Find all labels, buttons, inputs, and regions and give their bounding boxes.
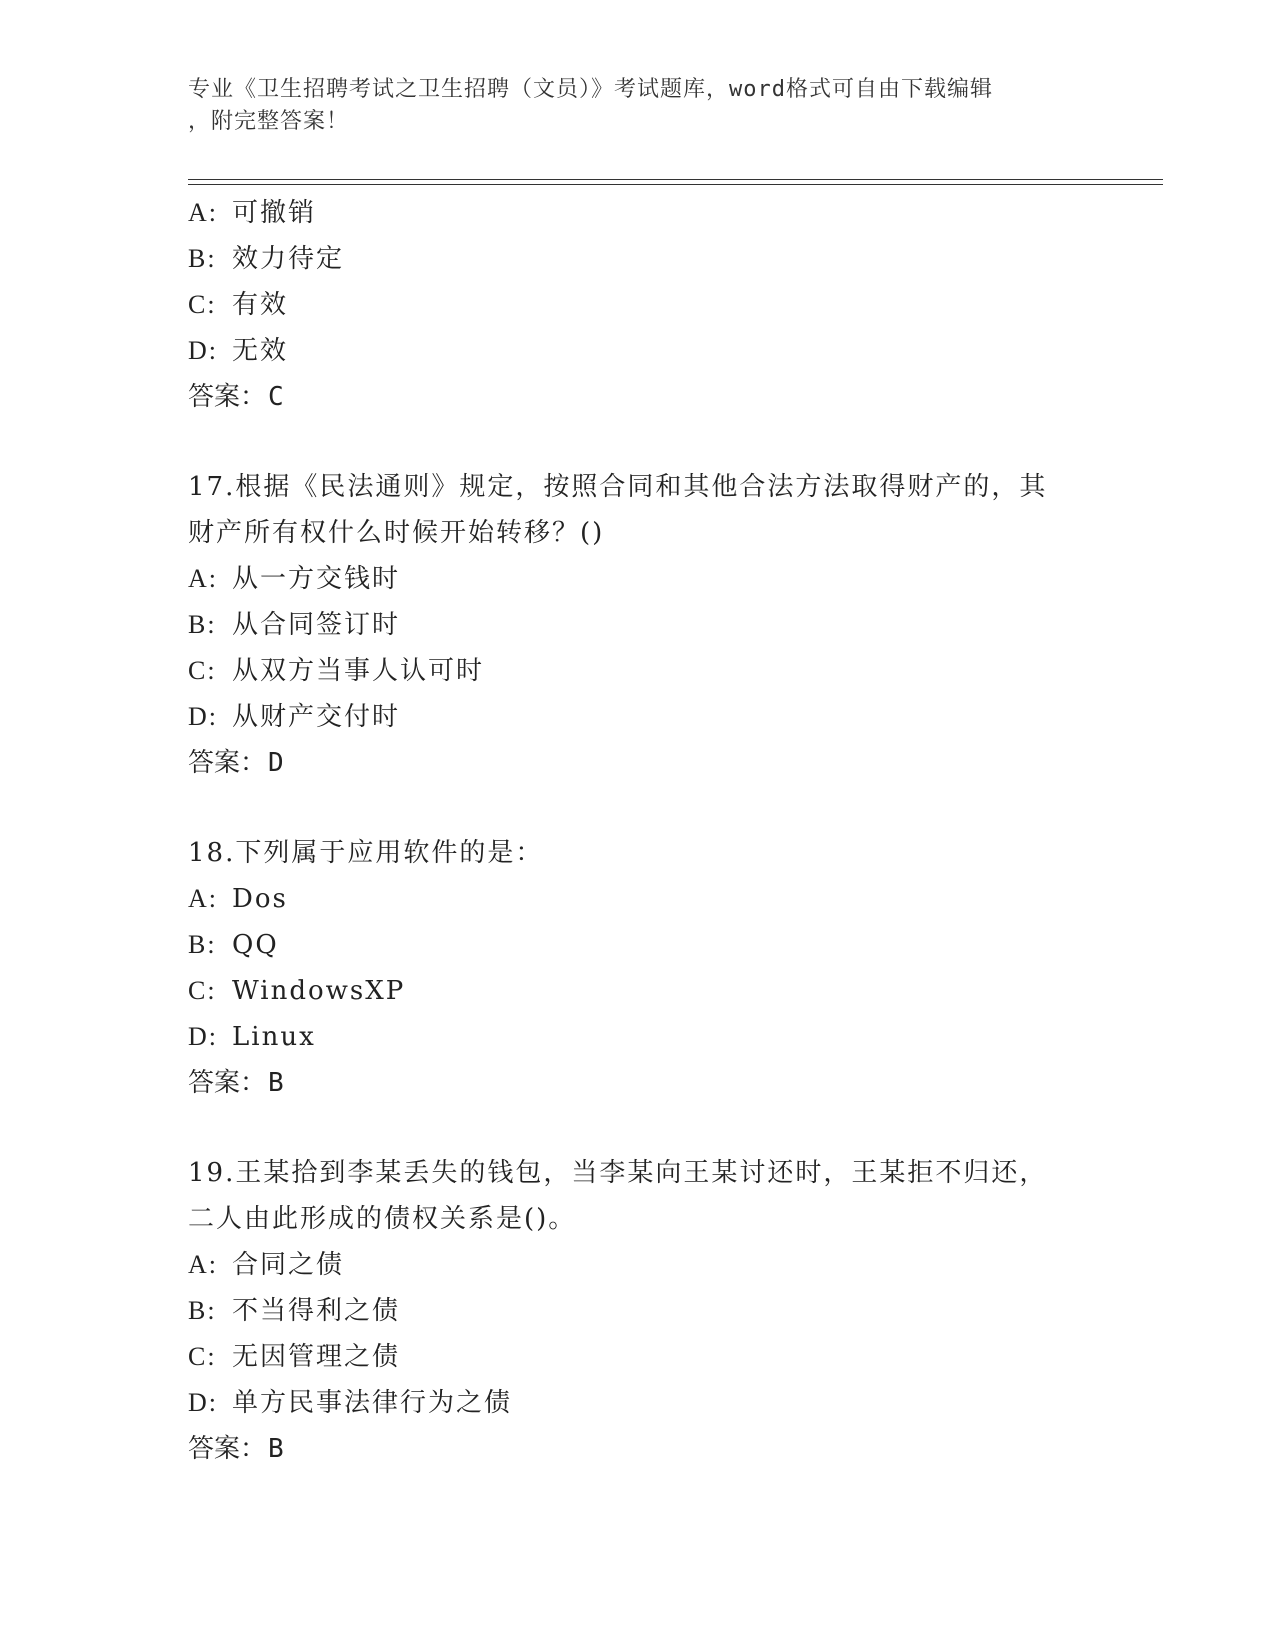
option-text: 不当得利之债 [232, 1296, 401, 1326]
option-label: C: [188, 1342, 217, 1371]
option-c [188, 968, 1088, 1014]
question-list [188, 190, 1088, 1472]
question-16-continued [188, 190, 1088, 420]
answer-value: C [268, 382, 284, 412]
option-d [188, 1014, 1088, 1060]
question-18 [188, 830, 1088, 1106]
question-text [188, 1150, 1088, 1242]
option-a [188, 190, 1088, 236]
option-text: 可撤销 [232, 198, 317, 228]
answer-value: B [268, 1068, 284, 1098]
option-b [188, 922, 1088, 968]
option-text: 合同之债 [232, 1250, 345, 1280]
option-c [188, 282, 1088, 328]
option-text: 从双方当事人认可时 [232, 656, 485, 686]
option-label: B: [188, 244, 217, 273]
option-label: D: [188, 1388, 218, 1417]
option-b [188, 602, 1088, 648]
option-text: Dos [232, 884, 288, 914]
answer-line [188, 740, 1088, 786]
option-label: C: [188, 656, 217, 685]
answer-label: 答案： [188, 748, 267, 778]
option-d [188, 694, 1088, 740]
question-text [188, 464, 1088, 556]
option-a [188, 556, 1088, 602]
option-d [188, 1380, 1088, 1426]
option-label: A: [188, 884, 218, 913]
question-text-line: 17.根据《民法通则》规定，按照合同和其他合法方法取得财产的，其 [188, 472, 1048, 502]
question-text-line: 18.下列属于应用软件的是： [188, 838, 544, 868]
question-text-line: 二人由此形成的债权关系是()。 [188, 1204, 577, 1234]
header-divider-bottom [188, 184, 1163, 185]
answer-label: 答案： [188, 1434, 267, 1464]
option-text: 无因管理之债 [232, 1342, 401, 1372]
answer-value: B [268, 1434, 284, 1464]
option-c [188, 1334, 1088, 1380]
option-label: A: [188, 198, 218, 227]
document-header [188, 74, 1068, 138]
answer-value: D [268, 748, 284, 778]
header-line-2: ，附完整答案！ [188, 109, 350, 134]
answer-line [188, 1426, 1088, 1472]
option-text: WindowsXP [232, 976, 406, 1006]
answer-label: 答案： [188, 1068, 267, 1098]
question-text [188, 830, 1088, 876]
question-19 [188, 1150, 1088, 1472]
answer-line [188, 374, 1088, 420]
header-divider-top [188, 179, 1163, 180]
option-label: B: [188, 610, 217, 639]
option-a [188, 876, 1088, 922]
option-label: B: [188, 930, 217, 959]
option-text: Linux [232, 1022, 316, 1052]
option-label: D: [188, 336, 218, 365]
option-text: 效力待定 [232, 244, 345, 274]
option-label: D: [188, 1022, 218, 1051]
answer-label: 答案： [188, 382, 267, 412]
option-label: D: [188, 702, 218, 731]
question-text-line: 财产所有权什么时候开始转移？() [188, 518, 605, 548]
option-text: QQ [232, 930, 279, 960]
option-c [188, 648, 1088, 694]
option-text: 无效 [232, 336, 289, 366]
option-b [188, 236, 1088, 282]
option-b [188, 1288, 1088, 1334]
option-text: 从合同签订时 [232, 610, 401, 640]
question-text-line: 19.王某拾到李某丢失的钱包，当李某向王某讨还时，王某拒不归还， [188, 1158, 1048, 1188]
option-label: C: [188, 290, 217, 319]
option-label: A: [188, 564, 218, 593]
header-line-1: 专业《卫生招聘考试之卫生招聘（文员）》考试题库，word格式可自由下载编辑 [188, 77, 993, 102]
option-text: 有效 [232, 290, 289, 320]
option-text: 从财产交付时 [232, 702, 401, 732]
option-text: 单方民事法律行为之债 [232, 1388, 513, 1418]
option-label: C: [188, 976, 217, 1005]
option-label: B: [188, 1296, 217, 1325]
question-17 [188, 464, 1088, 786]
option-a [188, 1242, 1088, 1288]
option-text: 从一方交钱时 [232, 564, 401, 594]
option-d [188, 328, 1088, 374]
option-label: A: [188, 1250, 218, 1279]
answer-line [188, 1060, 1088, 1106]
